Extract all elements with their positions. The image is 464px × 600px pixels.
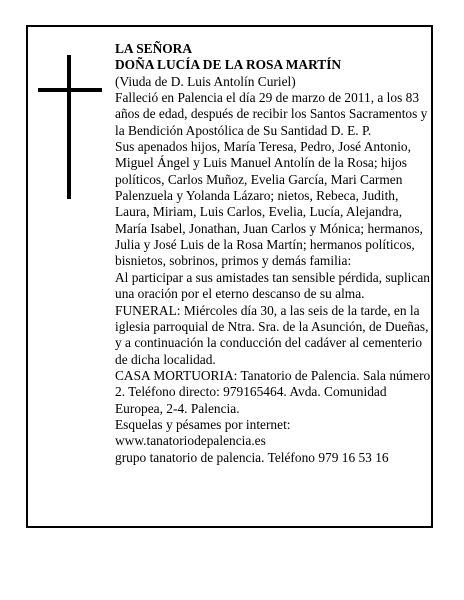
obituary-notice xyxy=(26,25,433,528)
cross-horizontal-bar xyxy=(38,88,102,92)
internet-label: Esquelas y pésames por internet: xyxy=(115,416,291,432)
internet-url[interactable]: www.tanatoriodepalencia.es xyxy=(115,433,266,449)
title-line-2: DOÑA LUCÍA DE LA ROSA MARTÍN xyxy=(115,57,342,73)
death-notice: Falleció en Palencia el día 29 de marzo de 2011, a los 83 años de edad, después de recibir los Santos Sacramentos y la Bendición Apostólica de Su Santidad D. E. P. xyxy=(115,90,428,138)
cross-vertical-bar xyxy=(67,55,71,199)
contact-line: grupo tanatorio de palencia. Teléfono 979 16 53 16 xyxy=(115,449,389,465)
funeral-info: FUNERAL: Miércoles día 30, a las seis de la tarde, en la iglesia parroquial de Ntra. Sra. de la Asunción, de Dueñas, y a continuación la conducción del cadáver al cementerio de dicha localidad. xyxy=(115,302,429,367)
prayer-request: Al participar a sus amistades tan sensible pérdida, suplican una oración por el eterno descanso de su alma. xyxy=(115,269,430,302)
cross-icon xyxy=(38,55,102,199)
family-list: Sus apenados hijos, María Teresa, Pedro, José Antonio, Miguel Ángel y Luis Manuel Antolín de la Rosa; hijos políticos, Carlos Muñoz, Evelia García, Mari Carmen Palenzuela y Yolanda Lázaro; nietos, Rebeca, Judith, Laura, Miriam, Luis Carlos, Evelia, Lucía, Alejandra, María Isabel, Jonathan, Juan Carlos y Mónica; hermanos, Julia y José Luis de la Rosa Martín; hermanos políticos, bisnietos, sobrinos, primos y demás familia: xyxy=(115,139,423,269)
notice-text xyxy=(115,41,433,466)
widow-subtitle: (Viuda de D. Luis Antolín Curiel) xyxy=(115,73,296,89)
title-line-1: LA SEÑORA xyxy=(115,41,193,56)
mortuary-info: CASA MORTUORIA: Tanatorio de Palencia. Sala número 2. Teléfono directo: 979165464. Avda. Comunidad Europea, 2-4. Palencia. xyxy=(115,367,431,416)
